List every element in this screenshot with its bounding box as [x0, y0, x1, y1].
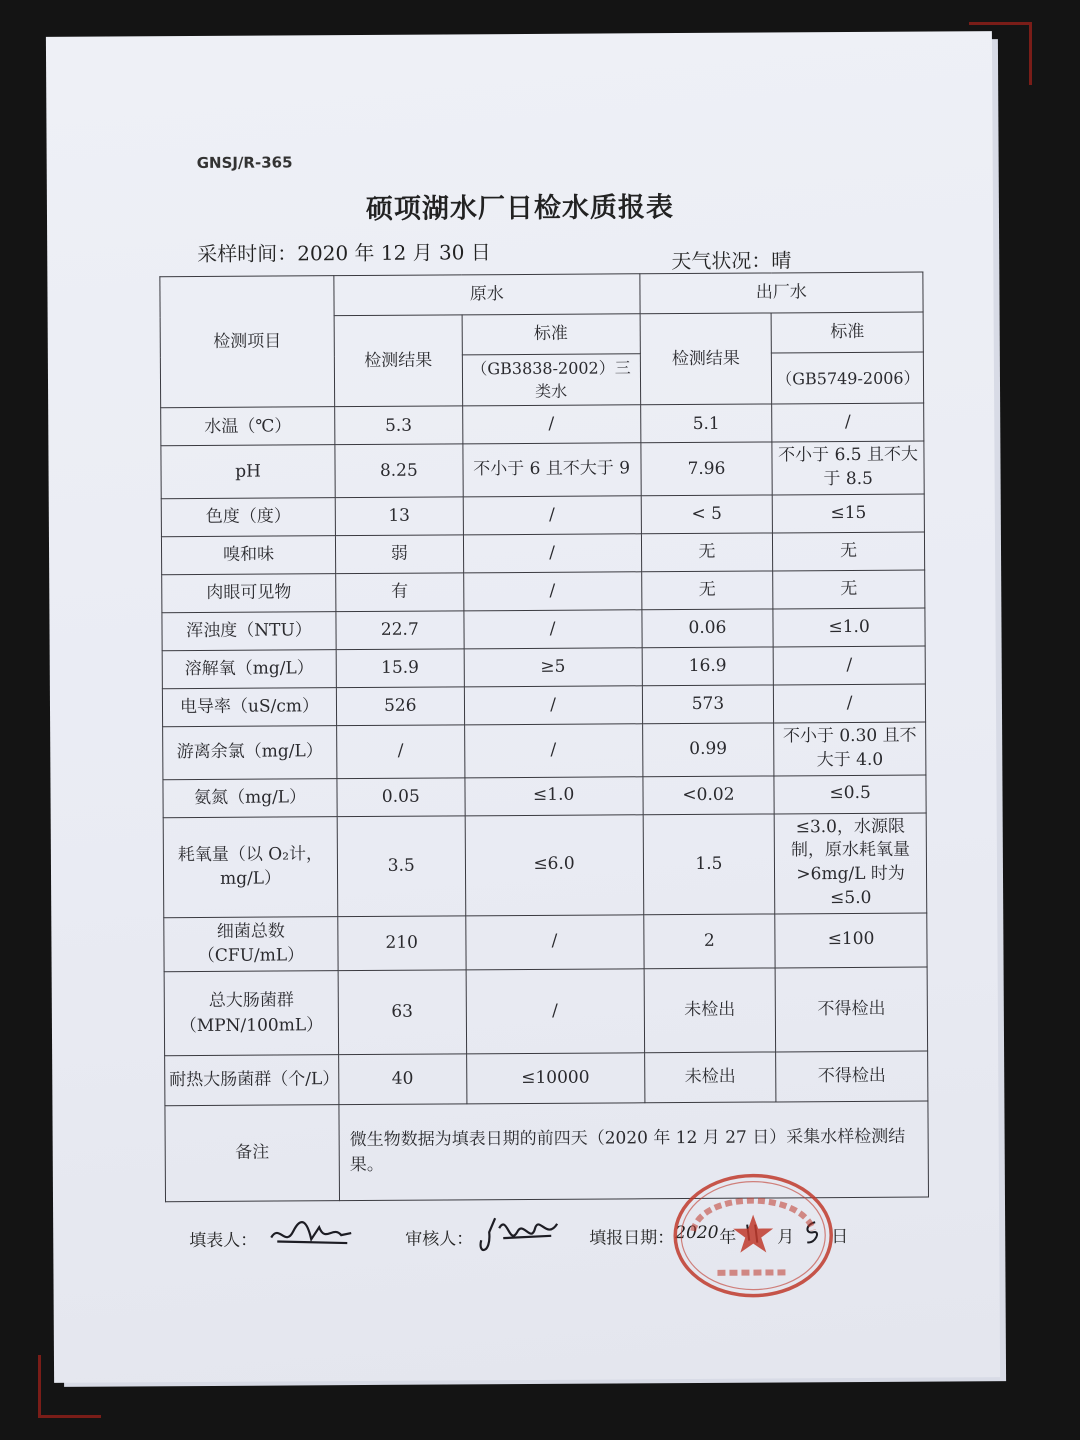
water-quality-table	[159, 272, 929, 1203]
cell-raw-result: 40	[339, 1054, 467, 1105]
cell-raw-standard: /	[465, 915, 643, 970]
cell-raw-standard: /	[463, 610, 641, 649]
cell-item: 氨氮（mg/L）	[163, 778, 337, 817]
table-row	[161, 494, 924, 537]
header-treated-result: 检测结果	[640, 313, 772, 405]
cell-item: 细菌总数（CFU/mL）	[164, 916, 338, 971]
sampling-time: 采样时间：2020 年 12 月 30 日	[197, 240, 491, 266]
cell-raw-standard: /	[464, 686, 642, 725]
cell-raw-standard: /	[463, 496, 641, 535]
cell-treated-standard: 不小于 6.5 且不大于 8.5	[772, 441, 924, 495]
cell-treated-result: 无	[641, 571, 773, 610]
cell-treated-result: 5.1	[640, 404, 772, 443]
cell-item: 总大肠菌群（MPN/100mL）	[164, 971, 339, 1056]
cell-item: 色度（度）	[161, 498, 335, 537]
cell-raw-result: 13	[335, 497, 463, 536]
cell-item: 肉眼可见物	[162, 574, 336, 613]
cell-raw-result: 3.5	[337, 815, 465, 916]
cell-raw-standard: ≤10000	[466, 1053, 644, 1104]
date-month-char: 月	[777, 1227, 795, 1248]
cell-raw-result: 526	[336, 687, 464, 726]
table-row	[165, 1051, 928, 1106]
cell-treated-result: < 5	[641, 495, 773, 534]
table-row	[163, 775, 926, 818]
cell-raw-standard: ≤1.0	[464, 776, 642, 815]
header-raw-result: 检测结果	[334, 315, 462, 407]
cell-item: 水温（℃）	[161, 407, 335, 446]
table-row	[161, 532, 924, 575]
cell-treated-standard: /	[773, 646, 925, 685]
cell-raw-standard: /	[464, 724, 642, 778]
cell-raw-result: 0.05	[337, 777, 465, 816]
cell-item: 耗氧量（以 O₂计，mg/L）	[163, 816, 338, 917]
table-row	[164, 913, 927, 972]
cell-item: 电导率（uS/cm）	[162, 688, 336, 727]
weather-status: 天气状况：晴	[671, 248, 792, 274]
cell-treated-standard: ≤3.0，水源限制，原水耗氧量>6mg/L 时为≤5.0	[774, 813, 926, 914]
cell-item: 游离余氯（mg/L）	[163, 726, 337, 780]
report-title: 硕项湖水厂日检水质报表	[365, 192, 675, 225]
header-treated-standard: 标准	[771, 312, 923, 353]
cell-treated-standard: ≤15	[772, 494, 924, 533]
header-raw-standard: 标准	[462, 314, 640, 355]
cell-treated-result: 无	[641, 533, 773, 572]
cell-treated-standard: 不得检出	[776, 1051, 928, 1102]
cell-treated-result: 1.5	[643, 814, 775, 915]
official-seal	[671, 1170, 836, 1301]
cell-raw-standard: ≤6.0	[465, 814, 644, 915]
cell-raw-result: 有	[336, 573, 464, 612]
cell-raw-standard: /	[463, 534, 641, 573]
cell-raw-result: 8.25	[335, 444, 463, 497]
cell-raw-standard: /	[463, 572, 641, 611]
treated-standard-ref: （GB5749-2006）	[772, 352, 924, 404]
filler-label: 填表人：	[189, 1230, 258, 1252]
header-raw-water: 原水	[334, 274, 640, 316]
cell-raw-result: 15.9	[336, 649, 464, 688]
cell-raw-result: 22.7	[336, 611, 464, 650]
filler-signature	[267, 1217, 357, 1252]
table-row	[162, 646, 925, 689]
table-row	[161, 441, 924, 498]
cell-treated-standard: ≤0.5	[774, 775, 926, 814]
cell-treated-result: 未检出	[644, 1052, 776, 1103]
cell-item: 嗅和味	[161, 536, 335, 575]
cell-treated-standard: 无	[773, 570, 925, 609]
cell-treated-standard: ≤100	[775, 913, 927, 968]
table-row	[163, 722, 926, 779]
raw-standard-ref: （GB3838-2002）三类水	[462, 354, 640, 406]
date-year: 2020	[675, 1222, 719, 1244]
cell-item: 浑浊度（NTU）	[162, 612, 336, 651]
cell-treated-result: 16.9	[642, 647, 774, 686]
reviewer-signature	[473, 1210, 563, 1257]
header-treated-water: 出厂水	[639, 272, 923, 314]
table-row	[161, 403, 924, 446]
cell-item: 耐热大肠菌群（个/L）	[165, 1055, 339, 1106]
header-item: 检测项目	[160, 276, 335, 408]
cell-raw-standard: /	[462, 405, 640, 444]
cell-raw-standard: ≥5	[464, 648, 642, 687]
cell-treated-result: 2	[643, 914, 775, 969]
cell-raw-result: 弱	[335, 535, 463, 574]
table-row	[164, 967, 927, 1056]
date-year-char: 年	[719, 1227, 737, 1248]
date-label: 填报日期：	[589, 1228, 675, 1249]
cell-treated-result: 7.96	[641, 442, 773, 495]
cell-treated-standard: 不小于 0.30 且不大于 4.0	[774, 722, 926, 776]
document-code: GNSJ/R-365	[196, 153, 293, 172]
cell-treated-result: 573	[642, 685, 774, 724]
cell-raw-standard: /	[466, 969, 645, 1054]
cell-item: 溶解氧（mg/L）	[162, 650, 336, 689]
table-row	[163, 813, 927, 918]
cell-treated-standard: 不得检出	[775, 967, 927, 1052]
cell-raw-standard: 不小于 6 且不大于 9	[462, 443, 640, 497]
table-row	[162, 570, 925, 613]
reviewer-label: 审核人：	[405, 1229, 474, 1250]
cell-item: pH	[161, 445, 335, 499]
cell-treated-result: 0.99	[642, 723, 774, 776]
table-row	[162, 608, 925, 651]
cell-raw-result: /	[337, 725, 465, 778]
cell-treated-standard: /	[774, 684, 926, 723]
cell-raw-result: 5.3	[335, 406, 463, 445]
cell-treated-result: 0.06	[642, 609, 774, 648]
cell-treated-standard: 无	[773, 532, 925, 571]
cell-treated-standard: ≤1.0	[773, 608, 925, 647]
cell-raw-result: 63	[338, 970, 466, 1055]
table-row	[162, 684, 925, 727]
cell-raw-result: 210	[338, 916, 466, 971]
cell-treated-result: <0.02	[643, 776, 775, 815]
remark-text: 微生物数据为填表日期的前四天（2020 年 12 月 27 日）采集水样检测结果。	[339, 1101, 929, 1201]
date-day-char: 日	[831, 1227, 849, 1248]
report-sheet	[46, 31, 1000, 1383]
cell-treated-result: 未检出	[644, 968, 776, 1053]
remark-label: 备注	[165, 1105, 340, 1202]
cell-treated-standard: /	[772, 403, 924, 442]
